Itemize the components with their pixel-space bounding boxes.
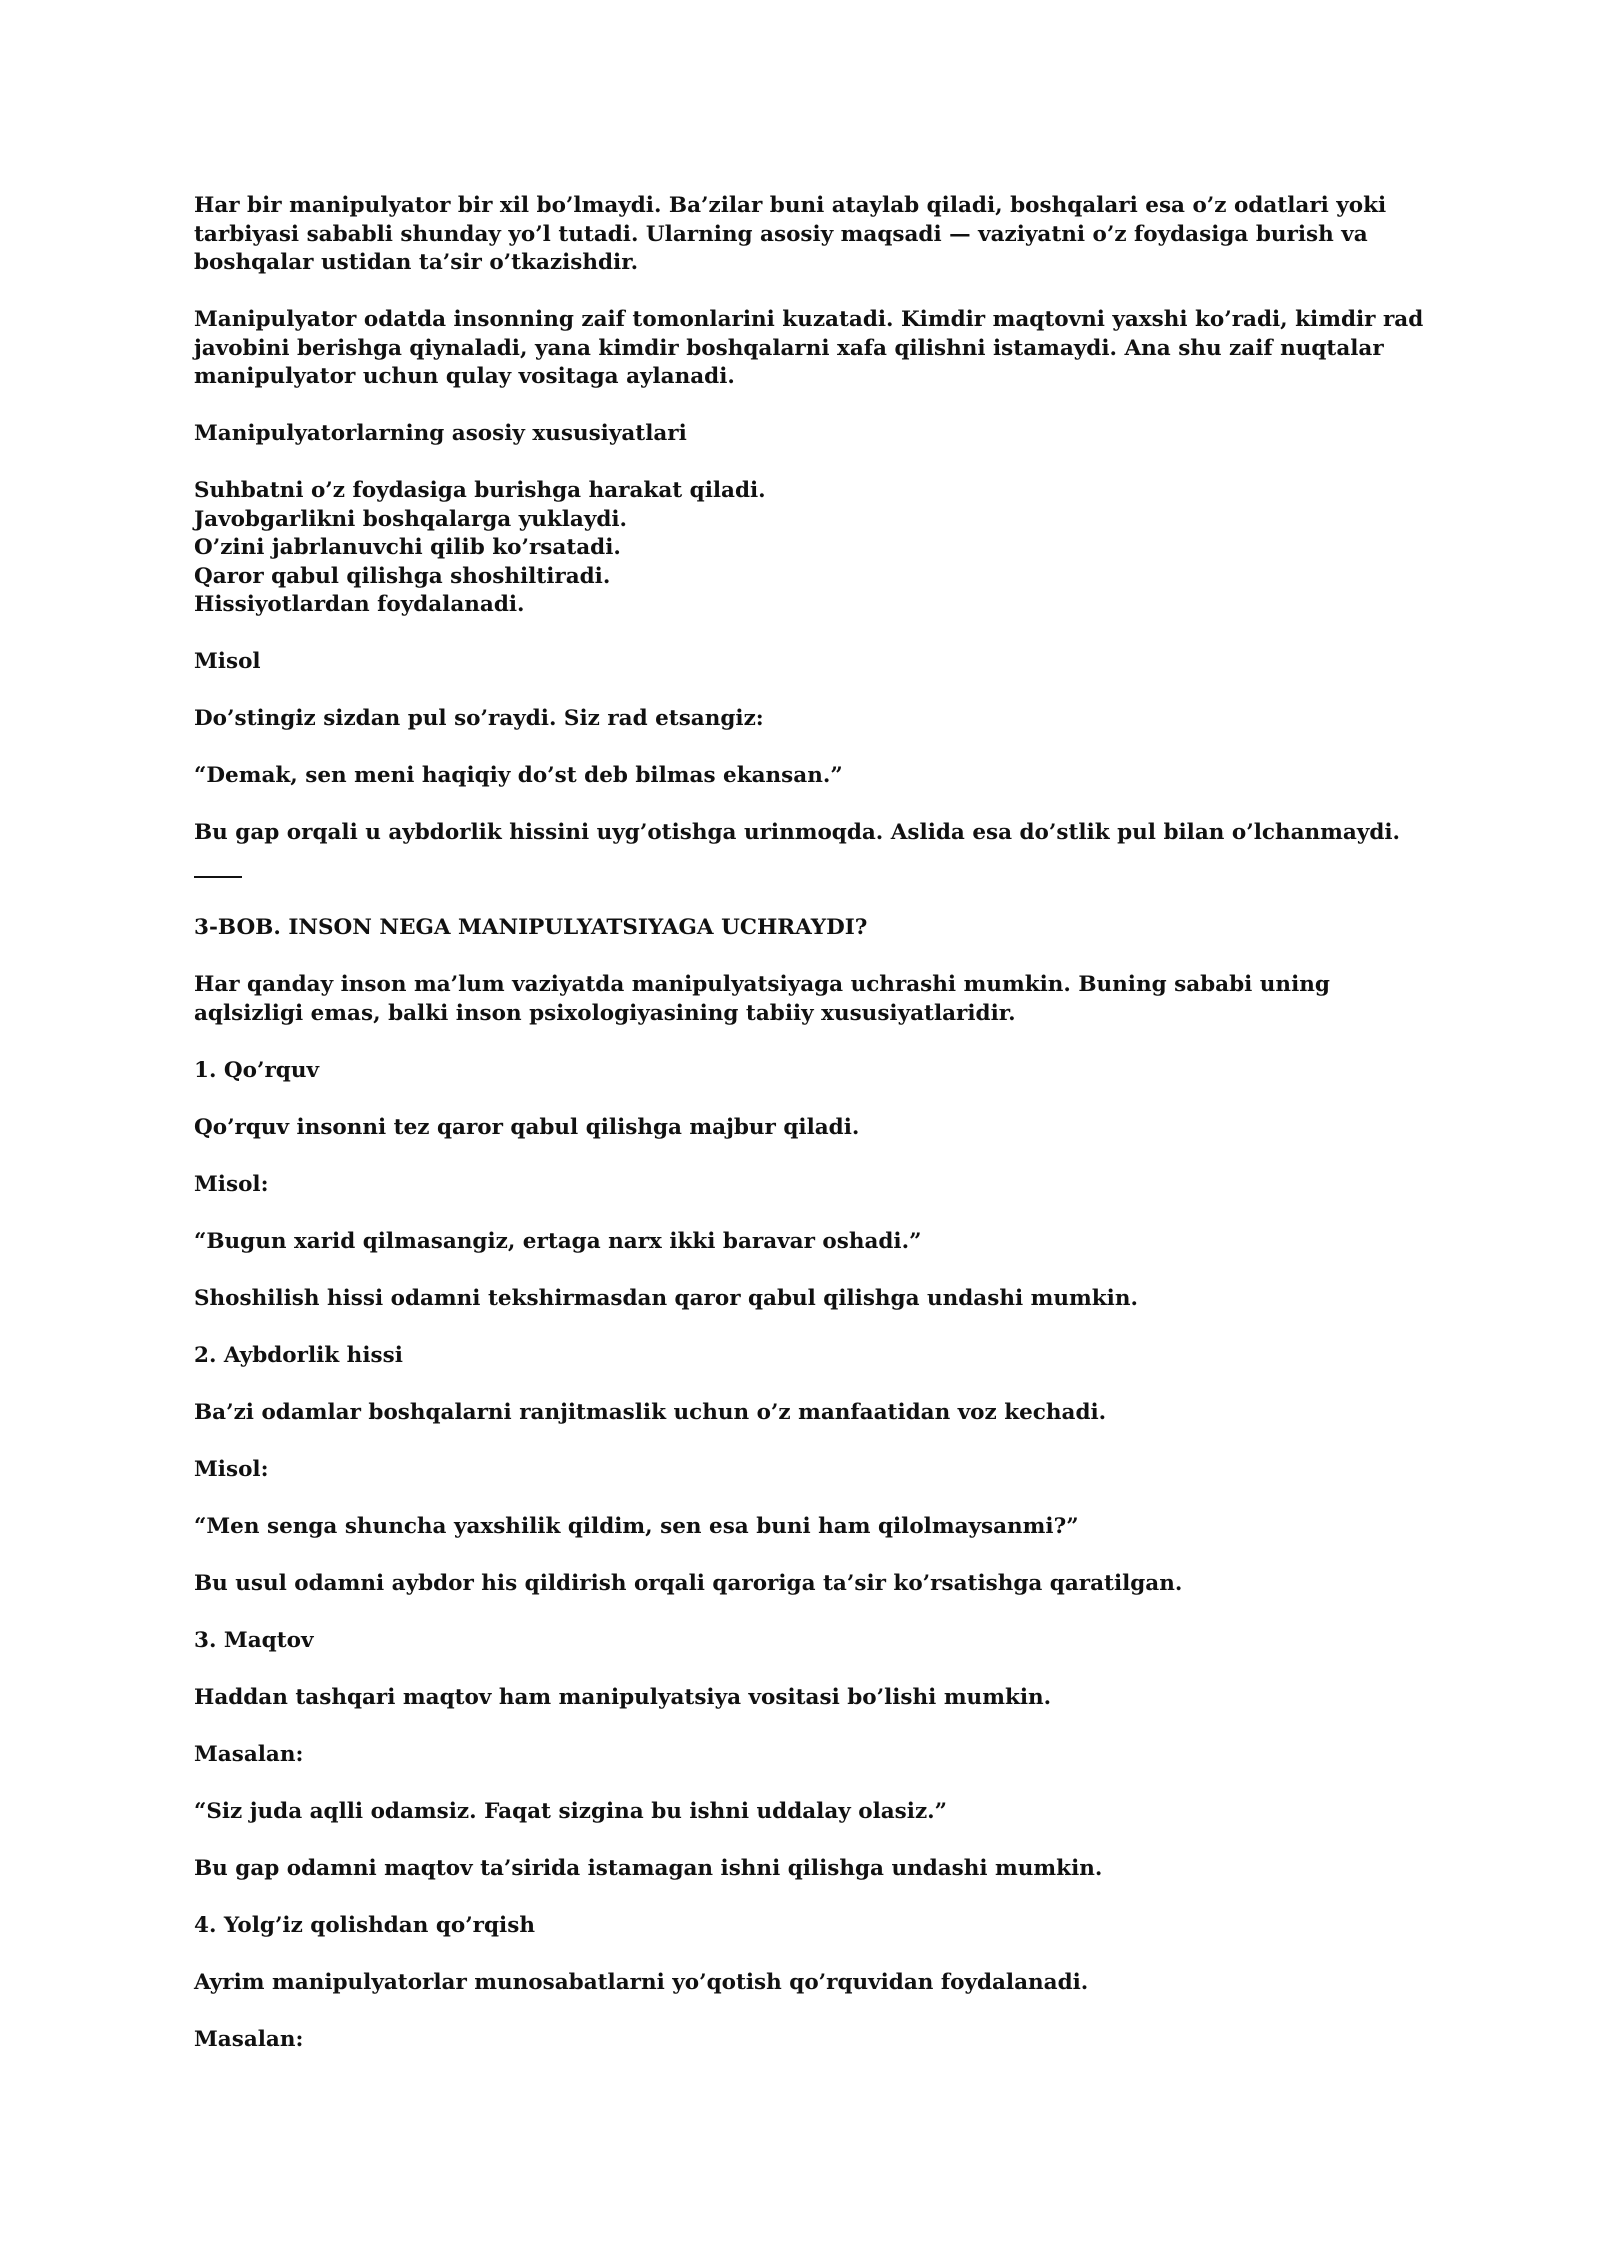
example-explanation: Bu gap orqali u aybdorlik hissini uyg’otishga urinmoqda. Aslida esa do’stlik pul bilan o’lchanmaydi. (194, 820, 1401, 845)
section-3-example-label: Masalan: (194, 1741, 304, 1767)
section-2-text: Ba’zi odamlar boshqalarni ranjitmaslik uchun o’z manfaatidan voz kechadi. (194, 1399, 1107, 1425)
chapter-title: 3-BOB. INSON NEGA MANIPULYATSIYAGA UCHRAYDI? (194, 915, 868, 940)
example-heading: Misol (194, 649, 261, 674)
section-1-text: Qo’rquv insonni tez qaror qabul qilishga majbur qiladi. (194, 1114, 860, 1140)
document-body (194, 192, 1424, 2083)
section-1-quote: “Bugun xarid qilmasangiz, ertaga narx ikki baravar oshadi.” (194, 1228, 922, 1254)
section-4-text: Ayrim manipulyatorlar munosabatlarni yo’qotish qo’rquvidan foydalanadi. (194, 1969, 1089, 1995)
section-1-explanation: Shoshilish hissi odamni tekshirmasdan qaror qabul qilishga undashi mumkin. (194, 1285, 1138, 1311)
section-4-heading: 4. Yolg’iz qolishdan qo’rqish (194, 1912, 535, 1938)
features-heading: Manipulyatorlarning asosiy xususiyatlari (194, 421, 687, 446)
example-quote: “Demak, sen meni haqiqiy do’st deb bilmas ekansan.” (194, 763, 843, 788)
section-2-explanation: Bu usul odamni aybdor his qildirish orqali qaroriga ta’sir ko’rsatishga qaratilgan. (194, 1570, 1183, 1596)
section-3-heading: 3. Maqtov (194, 1627, 314, 1653)
section-2-quote: “Men senga shuncha yaxshilik qildim, sen esa buni ham qilolmaysanmi?” (194, 1513, 1079, 1539)
section-1-heading: 1. Qo’rquv (194, 1057, 319, 1083)
section-4-example-label: Masalan: (194, 2026, 304, 2052)
section-divider (194, 876, 242, 878)
chapter-intro: Har qanday inson ma’lum vaziyatda manipulyatsiyaga uchrashi mumkin. Buning sababi uning aqlsizligi emas, balki inson psixologiyasining tabiiy xususiyatlaridir. (194, 972, 1330, 1026)
feature-item: Qaror qabul qilishga shoshiltiradi. (194, 563, 611, 589)
section-3-explanation: Bu gap odamni maqtov ta’sirida istamagan ishni qilishga undashi mumkin. (194, 1855, 1103, 1881)
intro-paragraph-2: Manipulyator odatda insonning zaif tomonlarini kuzatadi. Kimdir maqtovni yaxshi ko’radi, kimdir rad javobini berishga qiynaladi, yana kimdir boshqalarni xafa qilishni istamaydi. Ana shu zaif nuqtalar manipulyator uchun qulay vositaga aylanadi. (194, 307, 1424, 389)
intro-paragraph-1: Har bir manipulyator bir xil bo’lmaydi. Ba’zilar buni ataylab qiladi, boshqalari esa o’z odatlari yoki tarbiyasi sababli shunday yo’l tutadi. Ularning asosiy maqsadi — vaziyatni o’z foydasiga burish va boshqalar ustidan ta’sir o’tkazishdir. (194, 193, 1387, 275)
section-3-quote: “Siz juda aqlli odamsiz. Faqat sizgina bu ishni uddalay olasiz.” (194, 1798, 948, 1824)
feature-item: Suhbatni o’z foydasiga burishga harakat qiladi. (194, 478, 766, 503)
example-text: Do’stingiz sizdan pul so’raydi. Siz rad etsangiz: (194, 706, 764, 731)
section-3-text: Haddan tashqari maqtov ham manipulyatsiya vositasi bo’lishi mumkin. (194, 1684, 1052, 1710)
section-2-heading: 2. Aybdorlik hissi (194, 1342, 403, 1368)
section-1-example-label: Misol: (194, 1171, 269, 1197)
feature-item: Javobgarlikni boshqalarga yuklaydi. (194, 506, 628, 532)
features-list (194, 477, 1424, 620)
feature-item: O’zini jabrlanuvchi qilib ko’rsatadi. (194, 535, 621, 560)
feature-item: Hissiyotlardan foydalanadi. (194, 592, 525, 617)
section-2-example-label: Misol: (194, 1456, 269, 1482)
